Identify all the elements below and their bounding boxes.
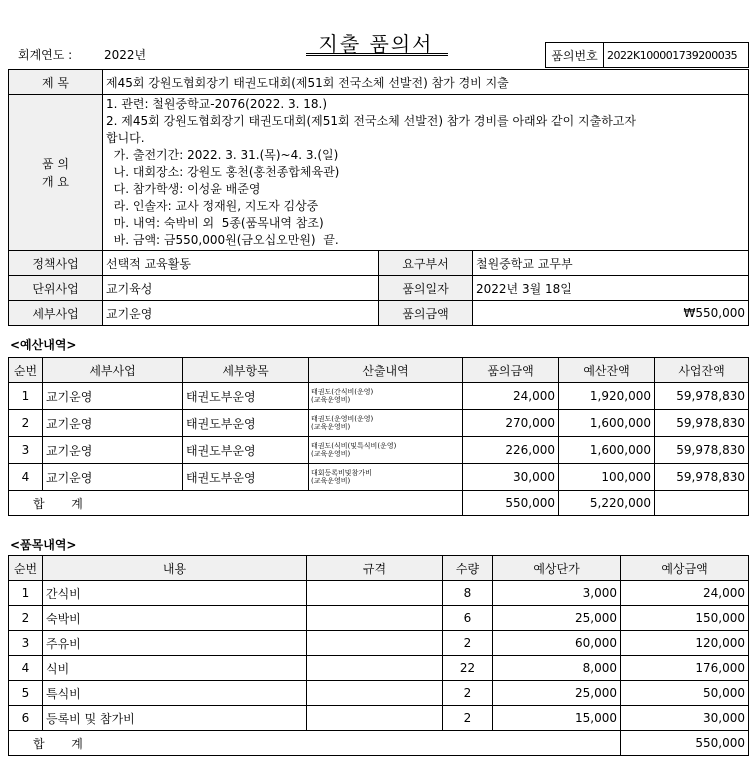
table-row [9, 581, 749, 606]
item-name: 식비 [43, 656, 307, 681]
table-row [9, 464, 749, 491]
row-calc-line-1: 대회등록비및참가비 [311, 469, 372, 477]
item-spec [307, 631, 443, 656]
item-amount: 176,000 [621, 656, 749, 681]
total-label: 합 계 [9, 491, 463, 516]
unit-label: 단위사업 [9, 276, 103, 301]
item-no: 5 [9, 681, 43, 706]
row-calc-line-2: (교육운영비) [311, 423, 351, 431]
item-amount: 50,000 [621, 681, 749, 706]
table-row [9, 383, 749, 410]
items-header-name: 내용 [43, 556, 307, 581]
row-calc-line-2: (교육운영비) [311, 450, 351, 458]
items-header-unit-price: 예상단가 [493, 556, 621, 581]
budget-header-amount: 품의금액 [463, 358, 559, 383]
budget-section-title: <예산내역> [10, 338, 77, 352]
row-project-balance: 59,978,830 [655, 437, 749, 464]
items-header-no: 순번 [9, 556, 43, 581]
overview-label-line-1: 품 의 [42, 156, 69, 171]
total-amount: 550,000 [463, 491, 559, 516]
budget-header-calc: 산출내역 [309, 358, 463, 383]
table-row [9, 631, 749, 656]
row-item: 태권도부운영 [183, 410, 309, 437]
overview-line: 2. 제45회 강원도협회장기 태권도대회(제51회 전국소체 선발전) 참가 경비를 아래와 같이 지출하고자 [106, 114, 636, 128]
row-project-balance: 59,978,830 [655, 410, 749, 437]
items-total-amount: 550,000 [621, 731, 749, 756]
subject-value: 제45회 강원도협회장기 태권도대회(제51회 전국소체 선발전) 참가 경비 지출 [103, 70, 749, 95]
row-calc [309, 464, 463, 491]
item-unit-price: 15,000 [493, 706, 621, 731]
item-amount: 120,000 [621, 631, 749, 656]
overview-line: 마. 내역: 숙박비 외 5종(품목내역 참조) [106, 216, 324, 230]
proposal-number-label: 품의번호 [546, 43, 604, 68]
dept-label: 요구부서 [379, 251, 473, 276]
item-spec [307, 656, 443, 681]
amount-value: ₩550,000 [473, 301, 749, 326]
item-qty: 6 [443, 606, 493, 631]
total-budget-balance: 5,220,000 [559, 491, 655, 516]
item-qty: 22 [443, 656, 493, 681]
item-spec [307, 581, 443, 606]
document-title: 지출 품의서 [318, 32, 434, 56]
row-budget-balance: 1,920,000 [559, 383, 655, 410]
item-name: 숙박비 [43, 606, 307, 631]
row-amount: 226,000 [463, 437, 559, 464]
row-calc [309, 437, 463, 464]
item-amount: 24,000 [621, 581, 749, 606]
row-amount: 24,000 [463, 383, 559, 410]
overview-line: 라. 인솔자: 교사 정재원, 지도자 김상중 [106, 199, 319, 213]
item-qty: 2 [443, 681, 493, 706]
dept-value: 철원중학교 교무부 [473, 251, 749, 276]
row-amount: 270,000 [463, 410, 559, 437]
row-calc-line-2: (교육운영비) [311, 396, 351, 404]
table-row [9, 656, 749, 681]
row-item: 태권도부운영 [183, 383, 309, 410]
row-budget-balance: 1,600,000 [559, 437, 655, 464]
overview-line: 다. 참가학생: 이성윤 배준영 [106, 182, 261, 196]
item-unit-price: 60,000 [493, 631, 621, 656]
item-name: 주유비 [43, 631, 307, 656]
item-name: 등록비 및 참가비 [43, 706, 307, 731]
table-row [9, 437, 749, 464]
item-unit-price: 25,000 [493, 681, 621, 706]
overview-line: 1. 관련: 철원중학교-2076(2022. 3. 18.) [106, 97, 328, 111]
fiscal-year-label: 회계연도 : [18, 48, 73, 62]
items-header-amount: 예상금액 [621, 556, 749, 581]
item-qty: 2 [443, 631, 493, 656]
overview-line: 나. 대회장소: 강원도 홍천(홍천종합체육관) [106, 165, 340, 179]
proposal-number-value: 2022K100001739200035 [604, 43, 749, 68]
item-no: 2 [9, 606, 43, 631]
row-item: 태권도부운영 [183, 464, 309, 491]
item-spec [307, 681, 443, 706]
proposal-number-box [545, 42, 749, 68]
row-budget-balance: 100,000 [559, 464, 655, 491]
row-calc-line-1: 태권도(운영비(운영) [311, 415, 374, 423]
row-calc-line-1: 태권도(식비(및특식비(운영) [311, 442, 397, 450]
overview-line: 가. 출전기간: 2022. 3. 31.(목)~4. 3.(일) [106, 148, 339, 162]
table-row [9, 681, 749, 706]
item-amount: 150,000 [621, 606, 749, 631]
row-calc-line-2: (교육운영비) [311, 477, 351, 485]
row-no: 4 [9, 464, 43, 491]
row-amount: 30,000 [463, 464, 559, 491]
row-no: 3 [9, 437, 43, 464]
detail-value: 교기운영 [103, 301, 379, 326]
subject-label: 제 목 [9, 70, 103, 95]
policy-value: 선택적 교육활동 [103, 251, 379, 276]
title-underline [306, 53, 448, 56]
row-project: 교기운영 [43, 437, 183, 464]
budget-header-project-balance: 사업잔액 [655, 358, 749, 383]
item-unit-price: 8,000 [493, 656, 621, 681]
budget-header-budget-balance: 예산잔액 [559, 358, 655, 383]
items-section-title: <품목내역> [10, 538, 77, 552]
unit-value: 교기육성 [103, 276, 379, 301]
item-spec [307, 706, 443, 731]
total-row [9, 491, 749, 516]
item-no: 1 [9, 581, 43, 606]
row-project-balance: 59,978,830 [655, 464, 749, 491]
row-project: 교기운영 [43, 383, 183, 410]
items-header-spec: 규격 [307, 556, 443, 581]
item-spec [307, 606, 443, 631]
row-budget-balance: 1,600,000 [559, 410, 655, 437]
table-row [9, 410, 749, 437]
info-table [8, 69, 749, 326]
items-table [8, 555, 749, 756]
item-no: 6 [9, 706, 43, 731]
row-project-balance: 59,978,830 [655, 383, 749, 410]
item-unit-price: 25,000 [493, 606, 621, 631]
table-row [9, 706, 749, 731]
item-amount: 30,000 [621, 706, 749, 731]
amount-label: 품의금액 [379, 301, 473, 326]
table-row [9, 606, 749, 631]
fiscal-year-value: 2022년 [104, 48, 147, 62]
total-project-balance [655, 491, 749, 516]
item-qty: 2 [443, 706, 493, 731]
item-name: 간식비 [43, 581, 307, 606]
budget-header-no: 순번 [9, 358, 43, 383]
overview-label [9, 95, 103, 251]
date-value: 2022년 3월 18일 [473, 276, 749, 301]
items-header-qty: 수량 [443, 556, 493, 581]
row-calc [309, 383, 463, 410]
policy-label: 정책사업 [9, 251, 103, 276]
budget-header-item: 세부항목 [183, 358, 309, 383]
row-project: 교기운영 [43, 464, 183, 491]
budget-table [8, 357, 749, 516]
row-no: 1 [9, 383, 43, 410]
date-label: 품의일자 [379, 276, 473, 301]
detail-label: 세부사업 [9, 301, 103, 326]
row-no: 2 [9, 410, 43, 437]
total-row [9, 731, 749, 756]
items-total-label: 합 계 [9, 731, 621, 756]
row-calc-line-1: 태권도(간식비(운영) [311, 388, 374, 396]
overview-line: 바. 금액: 금550,000원(금오십오만원) 끝. [106, 233, 339, 247]
item-no: 4 [9, 656, 43, 681]
item-no: 3 [9, 631, 43, 656]
row-project: 교기운영 [43, 410, 183, 437]
item-name: 특식비 [43, 681, 307, 706]
overview-label-line-2: 개 요 [42, 174, 69, 189]
budget-header-project: 세부사업 [43, 358, 183, 383]
item-qty: 8 [443, 581, 493, 606]
item-unit-price: 3,000 [493, 581, 621, 606]
row-item: 태권도부운영 [183, 437, 309, 464]
overview-line: 합니다. [106, 131, 145, 145]
row-calc [309, 410, 463, 437]
overview-content [103, 95, 749, 251]
